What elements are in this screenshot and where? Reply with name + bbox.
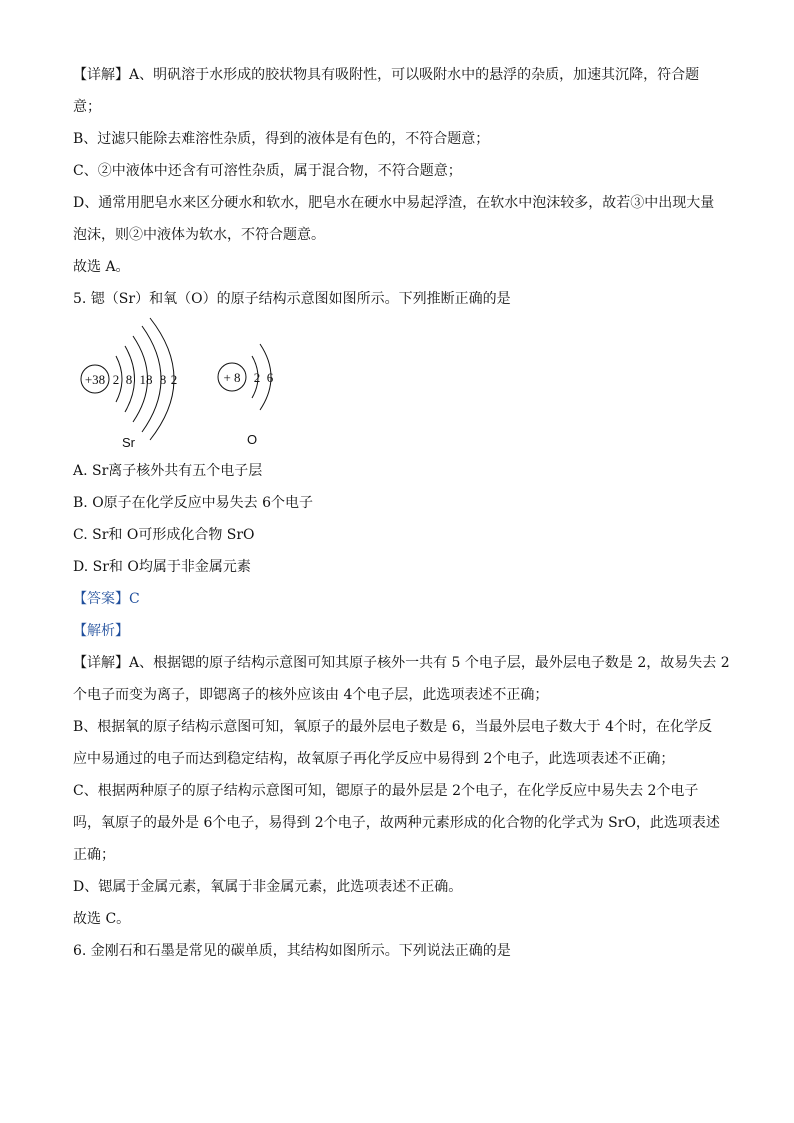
option-b: B. O原子在化学反应中易失去 6个电子 <box>73 495 314 511</box>
sr-electrons-shell-4: 8 <box>159 372 167 387</box>
detail-line: 故选 C。 <box>73 911 131 927</box>
sr-electrons-shell-3: 18 <box>139 372 153 387</box>
sr-electrons-shell-5: 2 <box>170 372 178 387</box>
o-nucleus-charge: + 8 <box>223 370 241 385</box>
detail-line: 个电子而变为离子，即锶离子的核外应该由 4个电子层，此选项表述不正确； <box>73 687 549 703</box>
detail-line: 应中易通过的电子而达到稳定结构，故氧原子再化学反应中易得到 2个电子，此选项表述不正确； <box>73 751 675 767</box>
sr-electrons-shell-1: 2 <box>112 372 120 387</box>
sr-label: Sr <box>122 435 135 450</box>
question-5-stem: 5. 锶（Sr）和氧（O）的原子结构示意图如图所示。下列推断正确的是 <box>73 291 511 307</box>
sr-nucleus-charge: +38 <box>84 372 106 387</box>
o-electrons-shell-1: 2 <box>253 370 261 385</box>
text-line: D、通常用肥皂水来区分硬水和软水，肥皂水在硬水中易起浮渣，在软水中泡沫较多，故若③中出现大量 <box>73 195 715 211</box>
text-line: 【详解】A、明矾溶于水形成的胶状物具有吸附性，可以吸附水中的悬浮的杂质，加速其沉降，符合题 <box>73 67 700 83</box>
o-label: O <box>247 432 258 447</box>
answer-label: 【答案】C <box>73 591 140 607</box>
analysis-label: 【解析】 <box>73 623 129 639</box>
detail-line: 【详解】A、根据锶的原子结构示意图可知其原子核外一共有 5 个电子层，最外层电子数是 2，故易失去 2 <box>73 655 730 671</box>
sr-electrons-shell-2: 8 <box>125 372 133 387</box>
text-line: 意； <box>73 99 101 115</box>
text-line: 泡沫，则②中液体为软水，不符合题意。 <box>73 227 325 243</box>
option-a: A. Sr离子核外共有五个电子层 <box>73 463 263 479</box>
text-line: 故选 A。 <box>73 259 130 275</box>
text-line: C、②中液体中还含有可溶性杂质，属于混合物，不符合题意； <box>73 163 462 179</box>
text-line: B、过滤只能除去难溶性杂质，得到的液体是有色的，不符合题意； <box>73 131 490 147</box>
detail-line: B、根据氧的原子结构示意图可知，氧原子的最外层电子数是 6，当最外层电子数大于 4个时，在化学反 <box>73 719 713 735</box>
option-c: C. Sr和 O可形成化合物 SrO <box>73 527 255 543</box>
question-6-stem: 6. 金刚石和石墨是常见的碳单质，其结构如图所示。下列说法正确的是 <box>73 943 511 959</box>
option-d: D. Sr和 O均属于非金属元素 <box>73 559 251 575</box>
detail-line: 吗，氧原子的最外是 6个电子，易得到 2个电子，故两种元素形成的化合物的化学式为 SrO，此选项表述 <box>73 815 720 831</box>
detail-line: C、根据两种原子的原子结构示意图可知，锶原子的最外层是 2个电子，在化学反应中易失去 2个电子 <box>73 783 699 799</box>
o-electrons-shell-2: 6 <box>266 370 274 385</box>
detail-line: D、锶属于金属元素，氧属于非金属元素，此选项表述不正确。 <box>73 879 463 895</box>
atom-structure-diagram <box>70 312 330 442</box>
detail-line: 正确； <box>73 847 115 863</box>
